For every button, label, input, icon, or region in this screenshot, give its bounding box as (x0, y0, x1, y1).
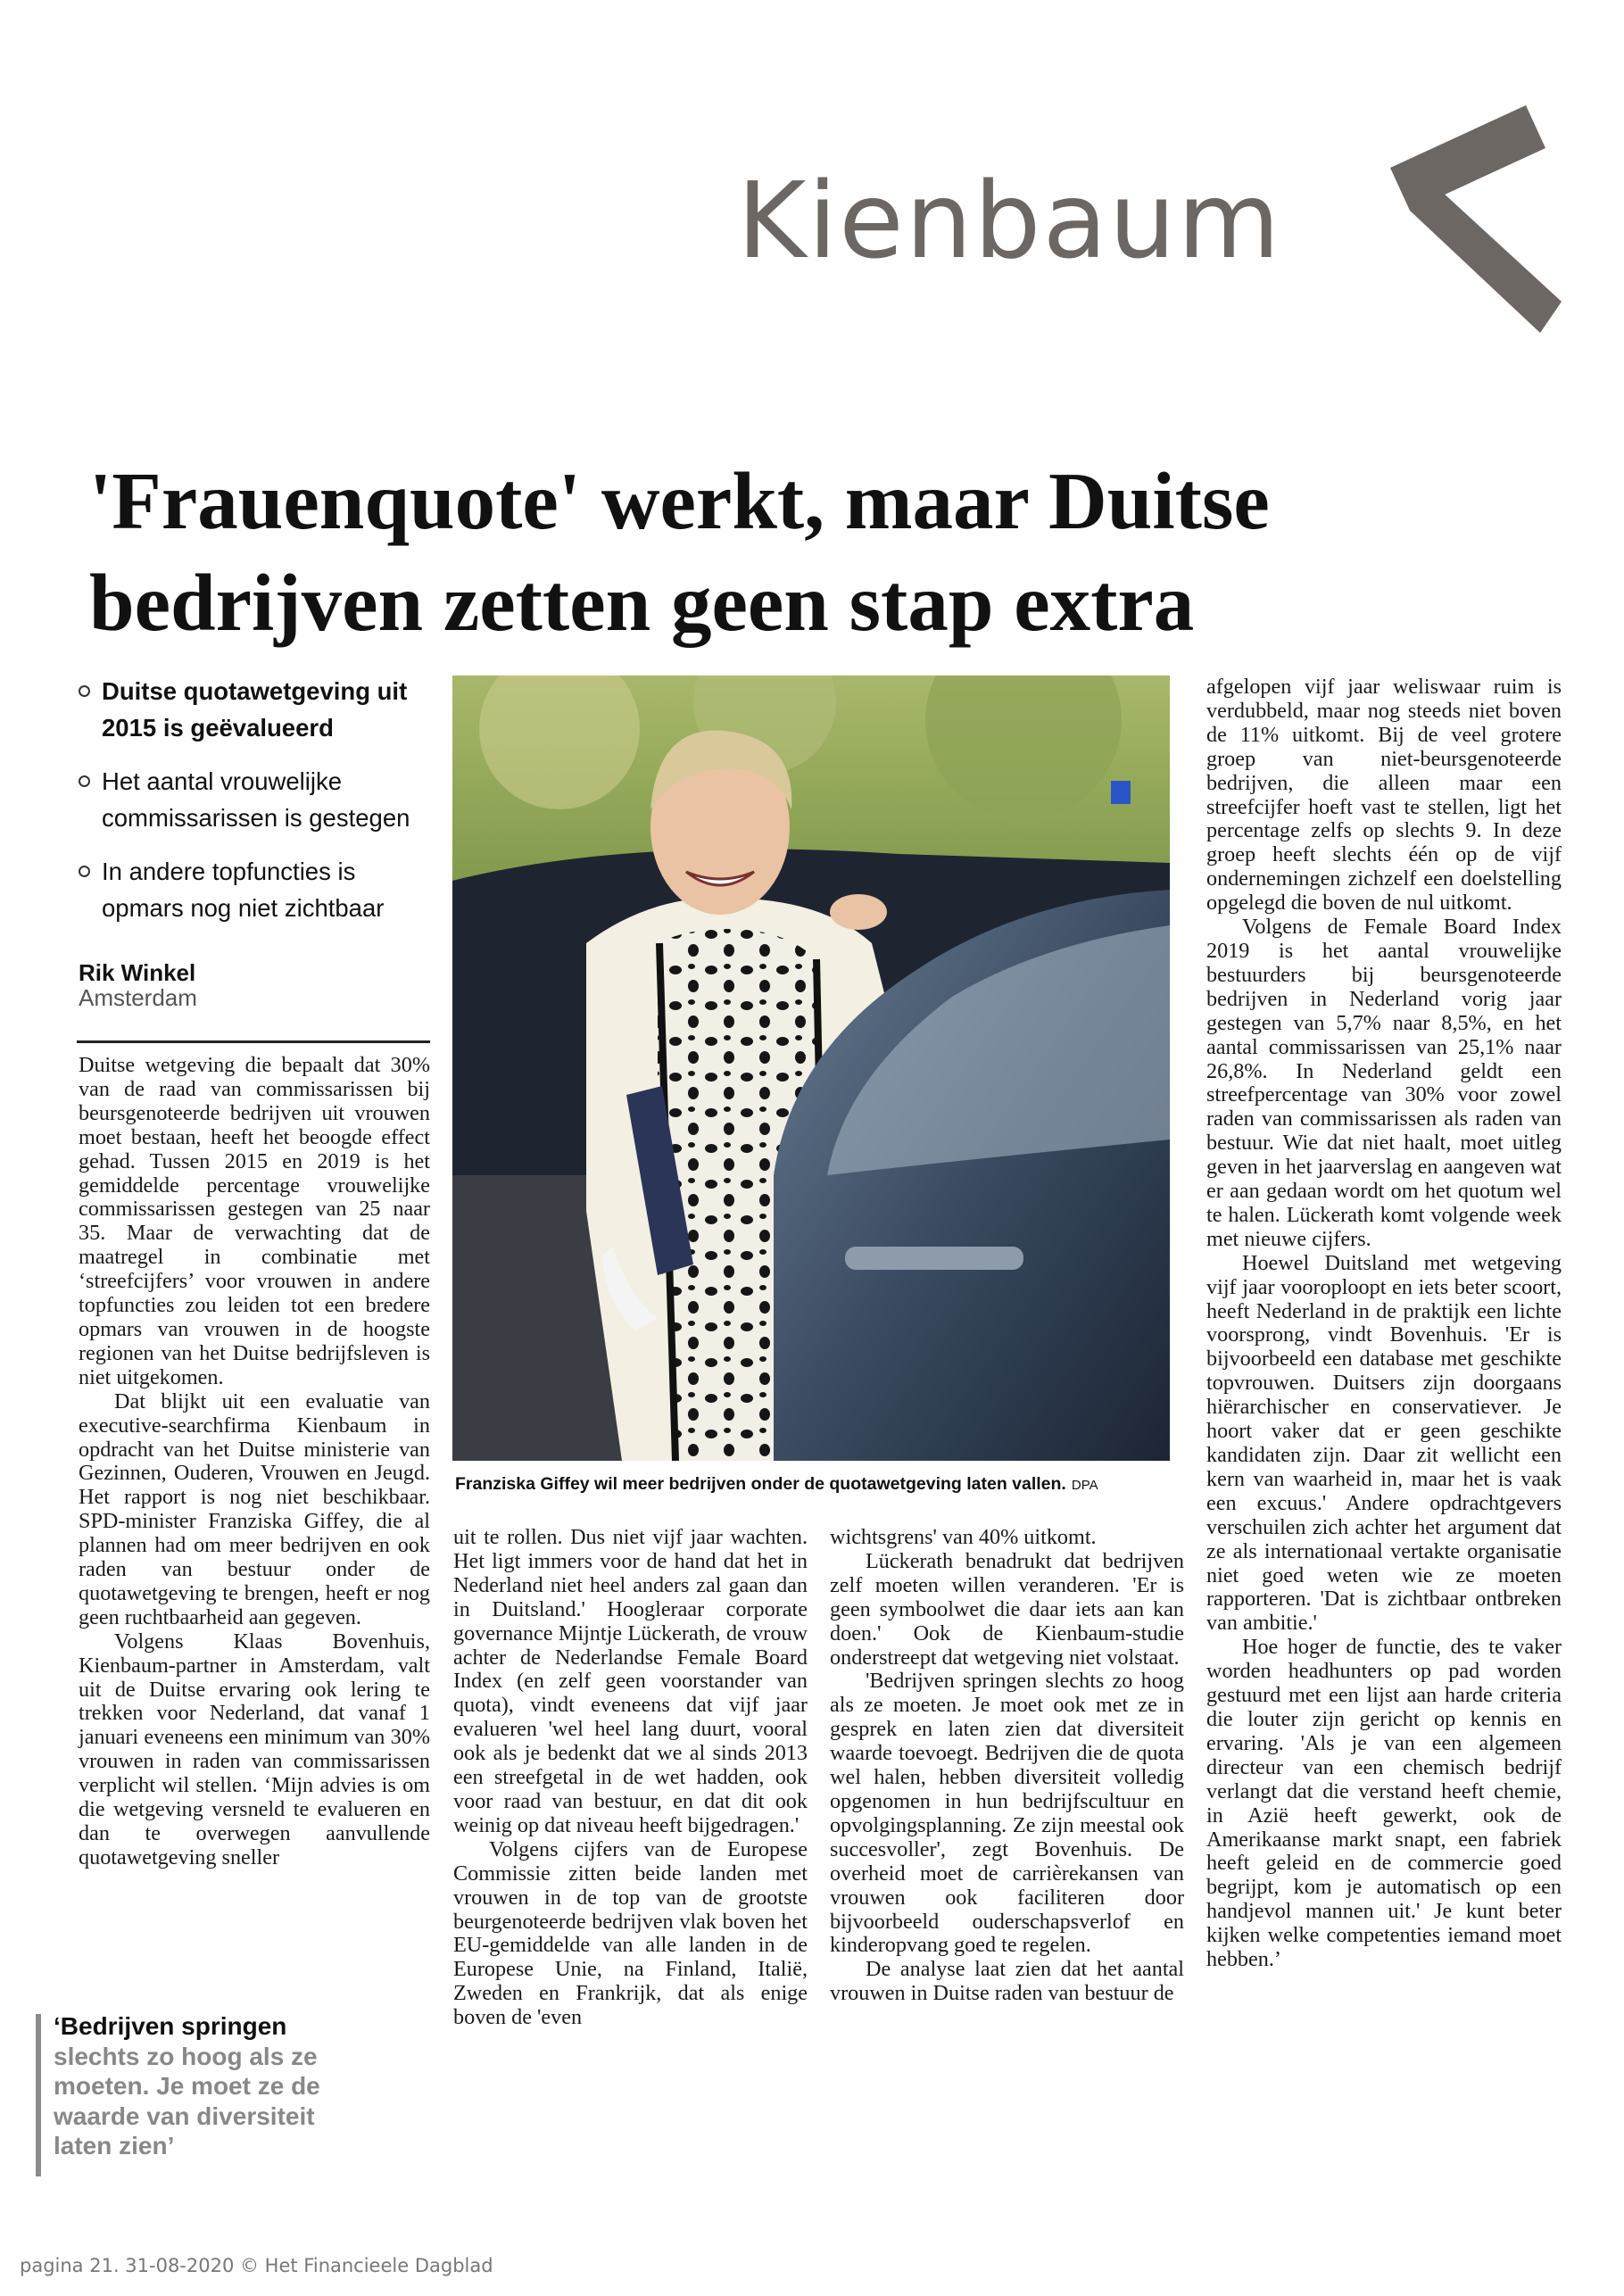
bullet-item: Duitse quotawetgeving uit 2015 is geëvalueerd (77, 673, 434, 746)
headline: 'Frauenquote' werkt, maar Duitse bedrijven zetten geen stap extra (89, 456, 1270, 648)
paragraph: Hoewel Duitsland met wetgeving vijf jaar vooroploopt en iets beter scoort, heeft Nederland in de praktijk een lichte voorsprong, vindt Bovenhuis. 'Er is bijvoorbeeld een database met geschikte topvrouwen. Duitsers zijn doorgaans hiërarchischer en conservatiever. Je hoort vaker dat er geen geschikte kandidaten zijn. Daar zit wellicht een kern van waarheid in, maar het is vaak een excuus.' Andere opdrachtgevers verschuilen zich achter het argument dat ze als internationaal vertakte organisatie niet goed weten wie ze moeten rapporteren. 'Dat is zichtbaar ontbreken van ambitie.' (1206, 1250, 1562, 1636)
paragraph: wichtsgrens' van 40% uitkomt. (830, 1525, 1097, 1549)
pullquote-rest: slechts zo hoog als ze moeten. Je moet ze de waarde van diversiteit laten zien’ (54, 2042, 320, 2159)
summary-bullets (77, 673, 434, 943)
paragraph: Volgens cijfers van de Europese Commissie zitten beide landen met vrouwen in de top van de grootste beurgenoteerde bedrijven vlak boven het EU-gemiddelde van alle landen in de Europese Unie, na Finland, Italië, Zweden en Frankrijk, dat als enige boven de 'even (453, 1836, 808, 2030)
article-column-4 (1206, 676, 1562, 1972)
bullet-circle-icon (79, 775, 90, 787)
page-footer: pagina 21. 31-08-2020 © Het Financieele Dagblad (20, 2255, 493, 2276)
paragraph: Volgens Klaas Bovenhuis, Kienbaum-partner in Amsterdam, valt uit de Duitse ervaring ook lering te trekken voor Nederland, dat vanaf 1 januari eveneens een minimum van 30% vrouwen in raden van commissarissen verplicht wil stellen. ‘Mijn advies is om die wetgeving versneld te evalueren en dan te overwegen aanvullende quotawetgeving sneller (79, 1629, 430, 1869)
photo-caption: Franziska Giffey wil meer bedrijven onder de quotawetgeving laten vallen. DPA (455, 1474, 1098, 1494)
pullquote-lead: ‘Bedrijven springen (54, 2012, 287, 2040)
paragraph: 'Bedrijven springen slechts zo hoog als ze moeten. Je moet ook met ze in gesprek en laten zien dat diversiteit waarde toevoegt. Bedrijven die de quota wel halen, hebben diversiteit volledig opgenomen in hun bedrijfscultuur en opvolgingsplanning. Ze zijn meestal ook succesvoller', zegt Bovenhuis. De overheid moet de carrièrekansen van vrouwen ook faciliteren door bijvoorbeeld ouderschapsverlof en kinderopvang goed te regelen. (830, 1669, 1184, 1958)
paragraph: De analyse laat zien dat het aantal vrouwen in Duitse raden van bestuur de (830, 1957, 1184, 2006)
bullet-circle-icon (79, 866, 90, 877)
paragraph: Dat blijkt uit een evaluatie van executive-searchfirma Kienbaum in opdracht van het Duitse ministerie van Gezinnen, Ouderen, Vrouwen en Jeugd. Het rapport is nog niet beschikbaar. SPD-minister Franziska Giffey, die al plannen had om meer bedrijven en ook raden van bestuur onder de quotawetgeving te brengen, heeft er nog geen ruchtbaarheid aan gegeven. (79, 1388, 430, 1629)
paragraph: Volgens de Female Board Index 2019 is het aantal vrouwelijke bestuurders bij beursgenoteerde bedrijven in Nederland vorig jaar gestegen van 5,7% naar 8,5%, en het aantal commissarissen van 25,1% naar 26,8%. In Nederland geldt een streefpercentage van 30% voor zowel raden van commissarissen als raden van bestuur. Wie dat niet haalt, moet uitleg geven in het jaarverslag en aangeven wat er aan gedaan wordt om het quotum wel te halen. Lückerath komt volgende week met nieuwe cijfers. (1206, 915, 1562, 1251)
brand-logo-text: Kienbaum (737, 159, 1282, 282)
byline-author: Rik Winkel (79, 959, 196, 986)
photo-credit: DPA (1071, 1478, 1098, 1493)
pullquote-bar (36, 2014, 41, 2176)
bullet-item: In andere topfuncties is opmars nog niet zichtbaar (77, 853, 434, 926)
kienbaum-logo-icon (1383, 105, 1562, 333)
article-photo (452, 676, 1170, 1461)
article-column-1 (79, 1054, 430, 1870)
paragraph: Lückerath benadrukt dat bedrijven zelf moeten willen veranderen. 'Er is geen symboolwet die daar iets aan kan doen.' Ook de Kienbaum-studie onderstreept dat wetgeving niet volstaat. (830, 1548, 1184, 1670)
paragraph: Hoe hoger de functie, des te vaker worden headhunters op pad worden gestuurd met een lijst aan harde criteria die louter zijn gericht op kennis en ervaring. 'Als je van een algemeen directeur van een chemisch bedrijf verlangt dat die verstand heeft chemie, in Azië heeft gewerkt, ook de Amerikaanse markt snapt, een fabriek heeft geleid en de commercie goed begrijpt, kom je automatisch op een handjevol mannen uit.' Je kunt beter kijken welke competenties iemand moet hebben.’ (1206, 1635, 1562, 1972)
bullet-item: Het aantal vrouwelijke commissarissen is gestegen (77, 763, 434, 836)
byline-location: Amsterdam (79, 984, 197, 1011)
article-column-2 (453, 1526, 808, 2030)
paragraph: Duitse wetgeving die bepaalt dat 30% van de raad van commissarissen bij beursgenoteerde bedrijven uit vrouwen moet bestaan, heeft het beoogde effect gehad. Tussen 2015 en 2019 is het gemiddelde percentage vrouwelijke commissarissen gestegen van 25 naar 35. Maar de verwachting dat de maatregel in combinatie met ‘streefcijfers’ voor vrouwen in andere topfuncties zou leiden tot een bredere opmars van vrouwen in de hoogste regionen van het Duitse bedrijfsleven is niet uitgekomen. (79, 1053, 430, 1389)
article-column-3 (830, 1526, 1184, 2006)
pullquote (54, 2011, 321, 2161)
bullet-circle-icon (79, 685, 90, 697)
byline-divider (77, 1040, 430, 1043)
paragraph: afgelopen vijf jaar weliswaar ruim is verdubbeld, maar nog steeds niet boven de 11% uitkomt. Bij de veel grotere groep van niet-beursgenoteerde bedrijven, die alleen maar een streefcijfer hoeft vast te stellen, ligt het percentage zelfs op slechts 9. In deze groep heeft slechts één op de vijf ondernemingen zichzelf een doelstelling opgelegd die boven de nul uitkomt. (1206, 675, 1562, 916)
paragraph: uit te rollen. Dus niet vijf jaar wachten. Het ligt immers voor de hand dat het in Nederland niet heel anders zal gaan dan in Duitsland.' Hoogleraar corporate governance Mijntje Lückerath, de vrouw achter de Nederlandse Female Board Index (en zelf geen voorstander van quota), vindt eveneens dat vijf jaar evalueren 'wel heel lang duurt, vooral ook als je bedenkt dat we al sinds 2013 een streefgetal in de wet hadden, ook voor raad van bestuur, en dat dit ook weinig op dat niveau heeft bijgedragen.' (453, 1525, 808, 1837)
